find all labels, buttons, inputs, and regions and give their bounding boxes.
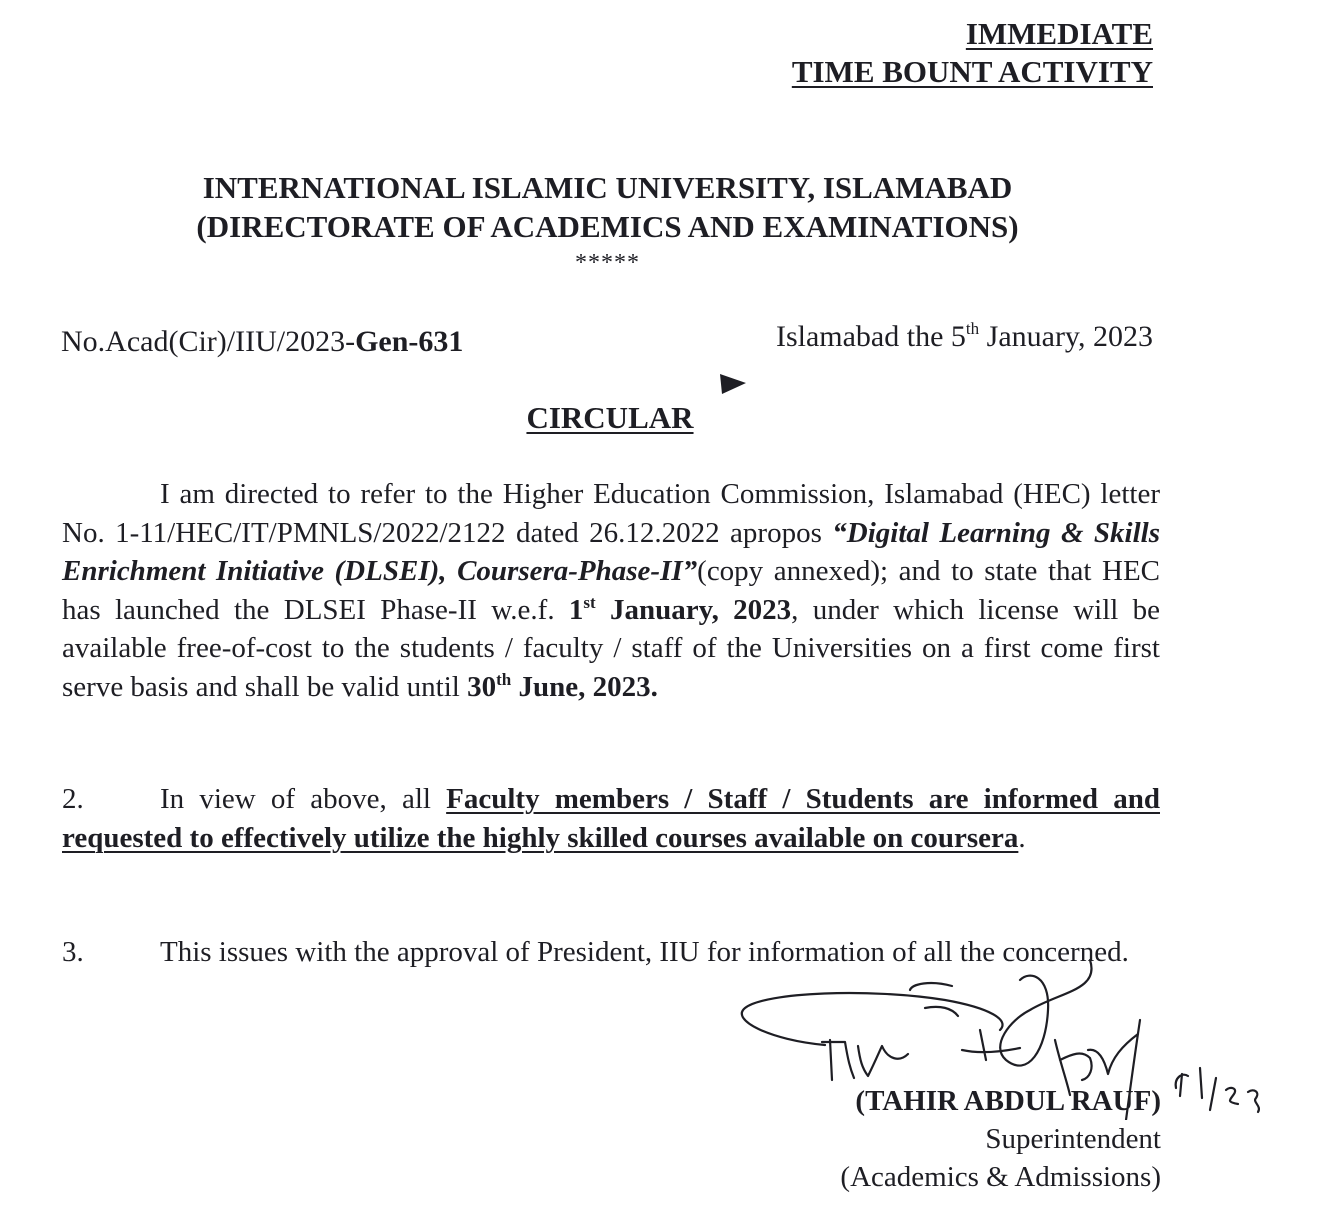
institution-name: INTERNATIONAL ISLAMIC UNIVERSITY, ISLAMABAD (202, 170, 1013, 205)
urgency-label: IMMEDIATE (965, 16, 1153, 51)
paragraph-2-highlight: Faculty members / Staff / Students are informed and requested to effectively utilize the highly skilled courses available on coursera (62, 783, 1160, 854)
initiative-name: “Digital Learning & Skills Enrichment Initiative (DLSEI), Coursera-Phase-II” (62, 516, 1160, 587)
date-ordinal: th (965, 319, 980, 338)
department-name: (DIRECTORATE OF ACADEMICS AND EXAMINATIONS) (196, 209, 1019, 244)
start-date (569, 594, 791, 626)
start-month-year: January, 2023 (595, 593, 792, 626)
signatory-designation: Superintendent (985, 1123, 1161, 1155)
reference-prefix: No.Acad(Cir)/IIU/2023- (61, 325, 356, 358)
paragraph-3-text: This issues with the approval of President, IIU for information of all the concerned. (160, 936, 1129, 968)
paragraph-2-end: . (1018, 821, 1026, 854)
end-ordinal: th (496, 669, 512, 689)
start-day: 1 (568, 593, 584, 626)
paragraph-3-number: 3. (62, 936, 84, 968)
paragraph-2 (62, 780, 1160, 857)
date-suffix: January, 2023 (979, 320, 1153, 353)
signatory-name: (TAHIR ABDUL RAUF) (855, 1085, 1161, 1117)
paragraph-2-number: 2. (62, 783, 84, 815)
document-title: CIRCULAR (526, 400, 694, 435)
separator-stars: ***** (575, 250, 640, 276)
ink-mark-icon (716, 370, 750, 396)
end-day: 30 (467, 670, 497, 703)
end-month-year: June, 2023. (511, 670, 658, 703)
start-ordinal: st (583, 592, 596, 612)
paragraph-1-intro: I am directed to refer to the Higher Education Commission, Islamabad (HEC) letter No. 1-11/HEC/IT/PMNLS/2022/2122 dated 26.12.2022 apropos (62, 478, 1160, 549)
reference-number (61, 325, 463, 359)
paragraph-2-intro: In view of above, all (160, 783, 447, 815)
paragraph-1-launch: (copy annexed); and to state that HEC has launched the DLSEI Phase-II w.e.f. (62, 555, 1160, 626)
time-bound-label: TIME BOUNT ACTIVITY (791, 54, 1153, 89)
paragraph-1 (62, 475, 1160, 706)
reference-suffix: Gen-631 (355, 325, 464, 358)
signatory-office: (Academics & Admissions) (840, 1161, 1161, 1193)
end-date (467, 671, 658, 703)
paragraph-1-terms: , under which license will be available free-of-cost to the students / faculty / staff of the Universities on a first come first serve basis and shall be valid until (62, 593, 1161, 703)
issue-date (776, 320, 1153, 354)
date-prefix: Islamabad the 5 (775, 320, 966, 353)
